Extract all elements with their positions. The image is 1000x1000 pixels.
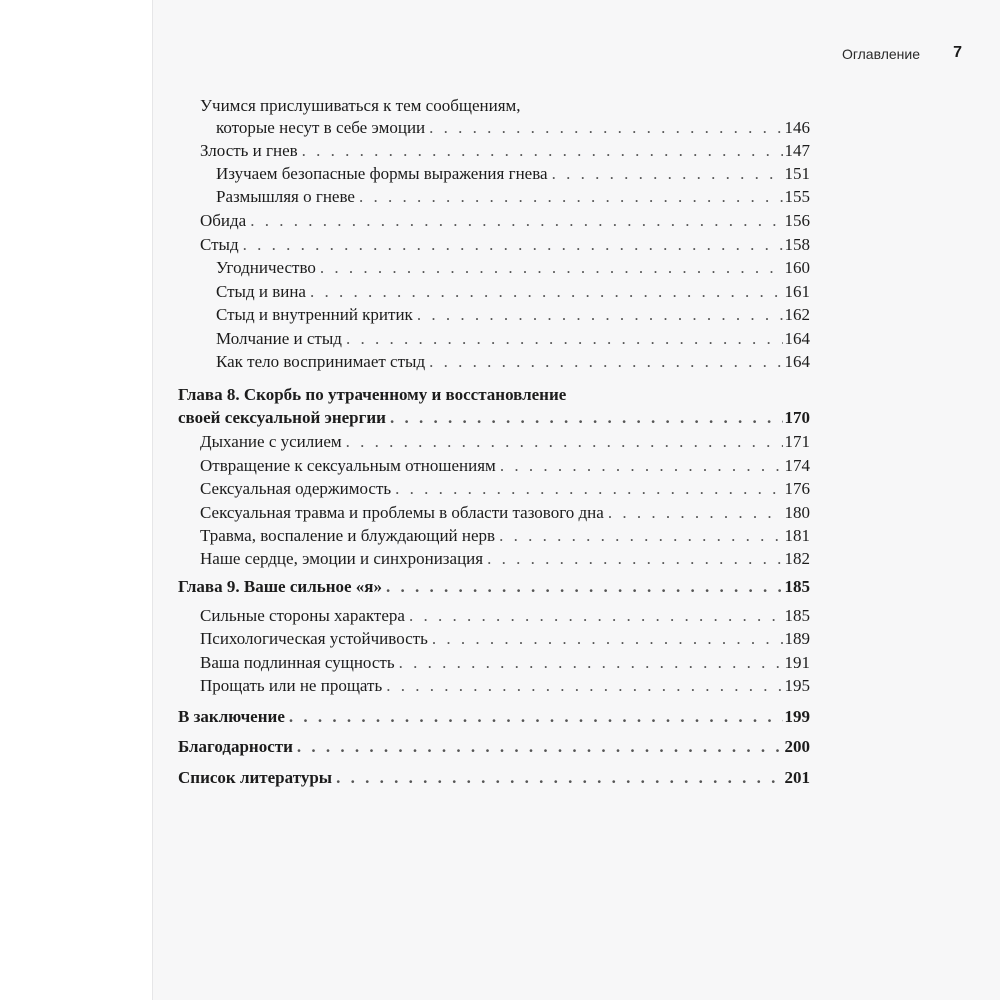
toc-entry-page: 171 (784, 432, 810, 451)
leader-dots (390, 406, 783, 430)
toc-entry-page: 181 (784, 526, 810, 545)
toc-entry-page: 189 (784, 629, 810, 648)
leader-dots (320, 256, 783, 280)
toc-entry[interactable] (200, 651, 810, 675)
toc-chapter-entry[interactable] (178, 705, 810, 729)
toc-entry-page: 182 (784, 549, 810, 568)
leader-dots (552, 162, 783, 186)
toc-entry[interactable] (216, 303, 810, 327)
leader-dots (399, 651, 783, 675)
toc-entry[interactable] (216, 185, 810, 209)
toc-entry-page: 195 (784, 676, 810, 695)
toc-entry-page: 201 (784, 768, 810, 787)
toc-chapter-line: Глава 8. Скорбь по утраченному и восстановление (178, 385, 567, 404)
toc-entry-title: Стыд (200, 235, 239, 254)
toc-entry-title: Молчание и стыд (216, 329, 342, 348)
toc-entry-title: которые несут в себе эмоции (216, 118, 426, 137)
toc-entry-title: Наше сердце, эмоции и синхронизация (200, 549, 484, 568)
leader-dots (417, 303, 783, 327)
toc-entry[interactable] (200, 547, 810, 571)
toc-entry-title: Прощать или не прощать (200, 676, 383, 695)
leader-dots (302, 139, 783, 163)
toc-entry-page: 185 (784, 577, 810, 596)
leader-dots (487, 547, 782, 571)
toc-entry-page: 146 (784, 118, 810, 137)
toc-entry-line: Учимся прислушиваться к тем сообщениям, (200, 96, 521, 115)
leader-dots (250, 209, 782, 233)
toc-entry-page: 156 (784, 211, 810, 230)
toc-entry-page: 147 (784, 141, 810, 160)
toc-entry-title: Благодарности (178, 737, 293, 756)
toc-entry[interactable] (200, 604, 810, 628)
leader-dots (289, 705, 783, 729)
toc-entry[interactable] (200, 139, 810, 163)
toc-entry[interactable] (200, 477, 810, 501)
leader-dots (432, 627, 783, 651)
leader-dots (429, 350, 782, 374)
toc-entry-title: Ваша подлинная сущность (200, 653, 395, 672)
toc-entry-title: Изучаем безопасные формы выражения гнева (216, 164, 548, 183)
toc-entry-page: 170 (784, 408, 810, 427)
toc-entry-page: 162 (784, 305, 810, 324)
toc-entry[interactable] (200, 524, 810, 548)
toc-entry[interactable] (200, 233, 810, 257)
toc-entry-page: 191 (784, 653, 810, 672)
toc-entry-page: 164 (784, 352, 810, 371)
leader-dots (386, 674, 782, 698)
toc-entry-title: Травма, воспаление и блуждающий нерв (200, 526, 496, 545)
leader-dots (310, 280, 783, 304)
leader-dots (608, 501, 783, 525)
leader-dots (336, 766, 782, 790)
toc-entry-page: 161 (784, 282, 810, 301)
toc-entry-title: Сильные стороны характера (200, 606, 405, 625)
leader-dots (429, 116, 782, 140)
toc-entry-page: 185 (784, 606, 810, 625)
toc-entry[interactable] (216, 280, 810, 304)
toc-entry-page: 180 (784, 503, 810, 522)
toc-entry-title: Глава 9. Ваше сильное «я» (178, 577, 383, 596)
toc-entry-title: Как тело воспринимает стыд (216, 352, 426, 371)
toc-entry-title: Сексуальная травма и проблемы в области тазового дна (200, 503, 604, 522)
toc-entry-page: 199 (784, 707, 810, 726)
toc-entry-title: Стыд и вина (216, 282, 306, 301)
toc-entry[interactable] (216, 327, 810, 351)
toc-entry-title: Сексуальная одержимость (200, 479, 392, 498)
leader-dots (243, 233, 783, 257)
toc-entry-title: Отвращение к сексуальным отношениям (200, 456, 496, 475)
leader-dots (346, 327, 783, 351)
toc-entry-page: 176 (784, 479, 810, 498)
toc-entry-title: В заключение (178, 707, 285, 726)
toc-entry-title: Дыхание с усилием (200, 432, 342, 451)
leader-dots (409, 604, 783, 628)
toc-entry-page: 174 (784, 456, 810, 475)
leader-dots (386, 575, 782, 599)
toc-entry[interactable] (200, 209, 810, 233)
toc-entry-page: 158 (784, 235, 810, 254)
toc-entry[interactable] (200, 501, 810, 525)
toc-entry[interactable] (216, 256, 810, 280)
toc-entry-page: 151 (784, 164, 810, 183)
toc-entry[interactable] (200, 454, 810, 478)
toc-chapter-entry[interactable] (178, 575, 810, 599)
toc-entry[interactable] (200, 674, 810, 698)
toc-chapter-entry[interactable] (178, 406, 810, 430)
toc-entry[interactable] (216, 350, 810, 374)
toc-entry-title: Обида (200, 211, 247, 230)
toc-entry-title: Список литературы (178, 768, 333, 787)
leader-dots (500, 454, 783, 478)
leader-dots (499, 524, 782, 548)
toc-entry[interactable] (216, 162, 810, 186)
page-number: 7 (953, 44, 962, 61)
toc-entry-page: 155 (784, 187, 810, 206)
toc-entry-title: Стыд и внутренний критик (216, 305, 413, 324)
table-of-contents (153, 0, 1000, 1000)
toc-entry-title: своей сексуальной энергии (178, 408, 386, 427)
toc-entry-title: Угодничество (216, 258, 316, 277)
toc-entry[interactable] (200, 430, 810, 454)
toc-chapter-entry[interactable] (178, 766, 810, 790)
leader-dots (346, 430, 783, 454)
running-head: Оглавление (841, 46, 920, 62)
toc-entry-title: Психологическая устойчивость (200, 629, 428, 648)
toc-entry-page: 164 (784, 329, 810, 348)
toc-entry[interactable] (200, 627, 810, 651)
leader-dots (297, 735, 783, 759)
toc-entry-title: Размышляя о гневе (216, 187, 355, 206)
leader-dots (395, 477, 782, 501)
toc-entry[interactable] (216, 116, 810, 140)
toc-chapter-entry[interactable] (178, 735, 810, 759)
toc-entry-page: 160 (784, 258, 810, 277)
toc-entry-title: Злость и гнев (200, 141, 298, 160)
leader-dots (359, 185, 783, 209)
toc-entry-page: 200 (784, 737, 810, 756)
book-page (153, 0, 1000, 1000)
